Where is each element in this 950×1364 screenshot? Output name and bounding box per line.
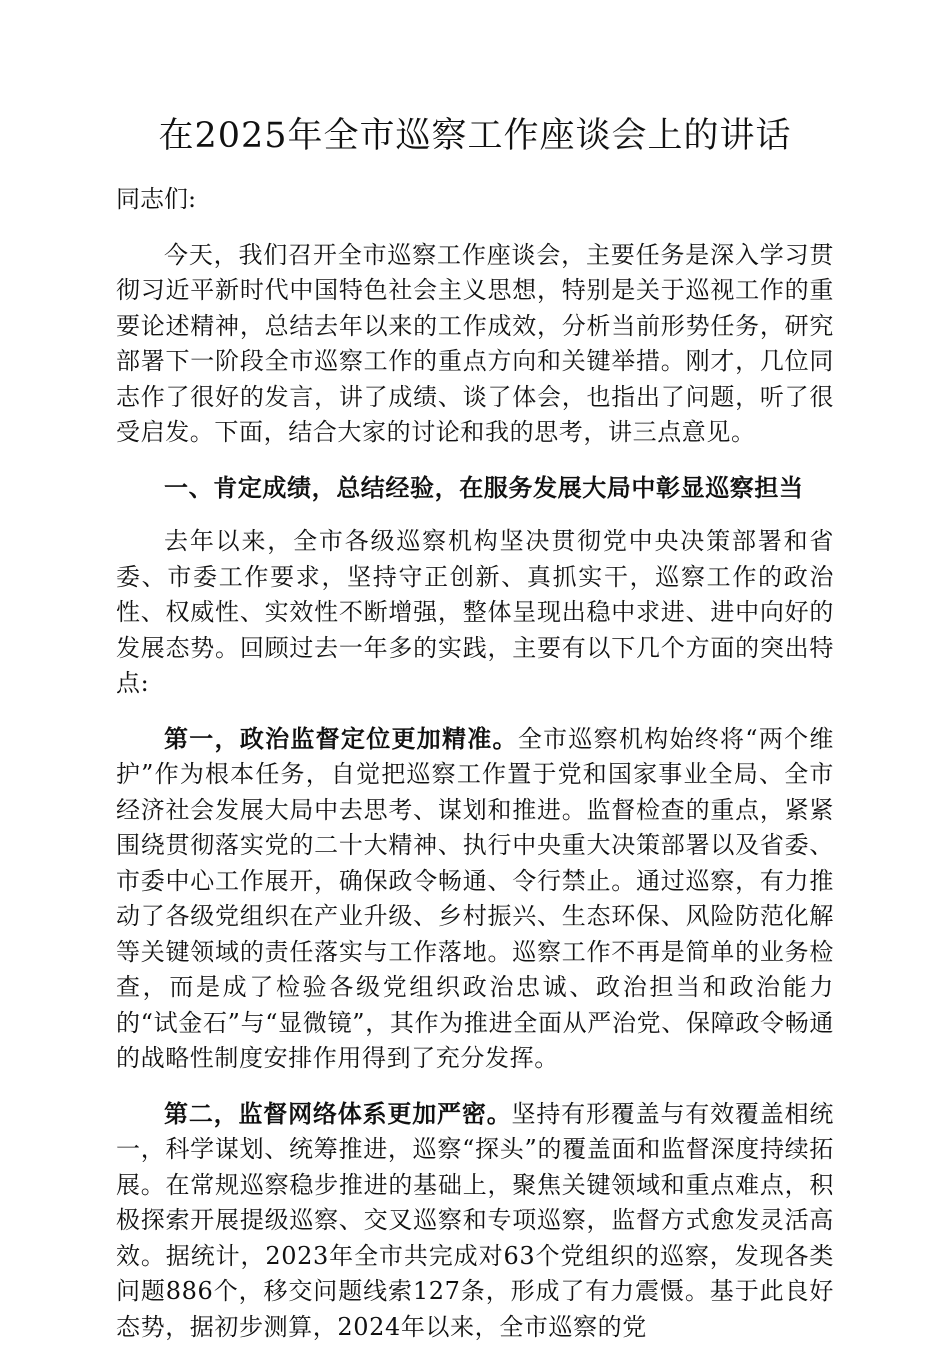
point1-body: 全市巡察机构始终将“两个维护”作为根本任务，自觉把巡察工作置于党和国家事业全局、全市经济社会发展大局中去思考、谋划和推进。监督检查的重点，紧紧围绕贯彻落实党的二十大精神、执行中央重大决策部署以及省委、市委中心工作展开，确保政令畅通、令行禁止。通过巡察，有力推动了各级党组织在产业升级、乡村振兴、生态环保、风险防范化解等关键领域的责任落实与工作落地。巡察工作不再是简单的业务检查，而是成了检验各级党组织政治忠诚、政治担当和政治能力的“试金石”与“显微镜”，其作为推进全面从严治党、保障政令畅通的战略性制度安排作用得到了充分发挥。 [116,724,834,1072]
section1-intro-paragraph: 去年以来，全市各级巡察机构坚决贯彻党中央决策部署和省委、市委工作要求，坚持守正创新、真抓实干，巡察工作的政治性、权威性、实效性不断增强，整体呈现出稳中求进、进中向好的发展态势。回顾过去一年多的实践，主要有以下几个方面的突出特点: [116,527,834,697]
salutation: 同志们: [116,185,197,213]
document-page [116,96,834,1364]
point2-paragraph [116,1096,834,1346]
section-heading-1: 一、肯定成绩，总结经验，在服务发展大局中彰显巡察担当 [164,472,804,502]
document-title: 在2025年全市巡察工作座谈会上的讲话 [158,116,792,156]
point1-paragraph [116,721,834,1077]
point2-lead: 第二，监督网络体系更加严密。 [164,1098,512,1128]
point1-lead: 第一，政治监督定位更加精准。 [164,723,518,753]
intro-paragraph: 今天，我们召开全市巡察工作座谈会，主要任务是深入学习贯彻习近平新时代中国特色社会主义思想，特别是关于巡视工作的重要论述精神，总结去年以来的工作成效，分析当前形势任务，研究部署下一阶段全市巡察工作的重点方向和关键举措。刚才，几位同志作了很好的发言，讲了成绩、谈了体会，也指出了问题，听了很受启发。下面，结合大家的讨论和我的思考，讲三点意见。 [116,240,834,446]
point2-body: 坚持有形覆盖与有效覆盖相统一，科学谋划、统筹推进，巡察“探头”的覆盖面和监督深度持续拓展。在常规巡察稳步推进的基础上，聚焦关键领域和重点难点，积极探索开展提级巡察、交叉巡察和专项巡察，监督方式愈发灵活高效。据统计，2023年全市共完成对63个党组织的巡察，发现各类问题886个，移交问题线索127条，形成了有力震慑。基于此良好态势，据初步测算，2024年以来，全市巡察的党 [116,1099,834,1341]
